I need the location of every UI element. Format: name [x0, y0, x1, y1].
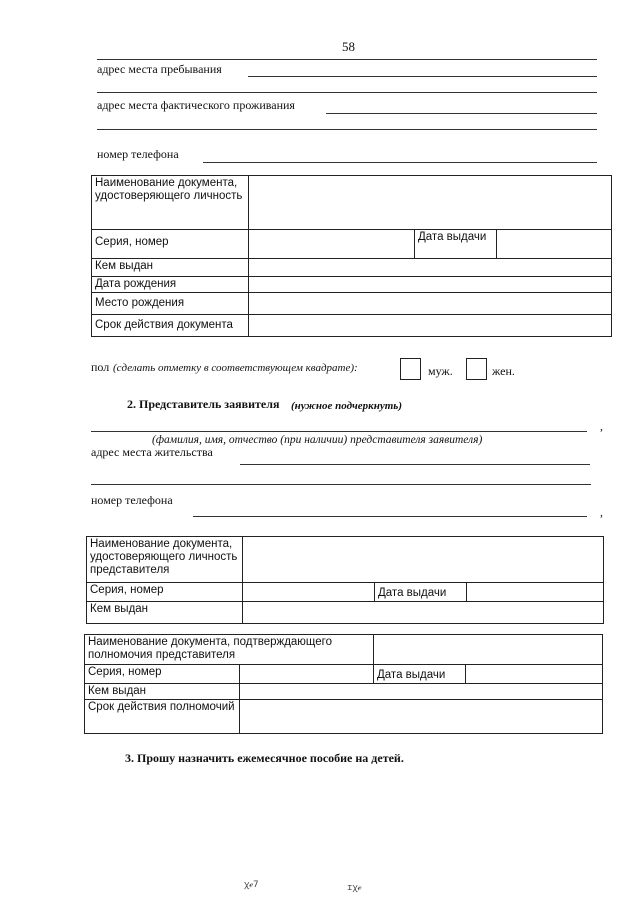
authority-validity-value[interactable] — [240, 700, 603, 734]
id-birth-place-label: Место рождения — [92, 293, 249, 315]
rep-id-doc-name-value[interactable] — [243, 537, 604, 583]
rep-id-issued-by-value[interactable] — [243, 602, 604, 624]
id-issued-by-label: Кем выдан — [92, 259, 249, 277]
male-label: муж. — [428, 364, 453, 378]
actual-address-field[interactable] — [326, 113, 597, 114]
female-label: жен. — [492, 364, 515, 378]
id-birth-date-label: Дата рождения — [92, 277, 249, 293]
representative-heading: 2. Представитель заявителя — [127, 397, 280, 411]
id-issue-date-label: Дата выдачи — [415, 230, 497, 259]
id-series-value[interactable] — [249, 230, 415, 259]
authority-issued-by-value[interactable] — [240, 684, 603, 700]
representative-residence-field-2[interactable] — [91, 484, 591, 485]
authority-series-label: Серия, номер — [85, 665, 240, 684]
rep-id-series-value[interactable] — [243, 583, 375, 602]
representative-name-comma: , — [600, 419, 603, 433]
authority-doc-name-value[interactable] — [374, 635, 603, 665]
section3-text: 3. Прошу назначить ежемесячное пособие на детей. — [125, 751, 404, 765]
stay-address-field-2[interactable] — [97, 92, 597, 93]
rep-id-series-label: Серия, номер — [87, 583, 243, 602]
authority-doc-name-label: Наименование документа, подтверждающего полномочия представителя — [85, 635, 374, 665]
representative-phone-field[interactable] — [193, 516, 587, 517]
id-doc-name-value[interactable] — [249, 176, 612, 230]
id-series-label: Серия, номер — [92, 230, 249, 259]
id-validity-value[interactable] — [249, 315, 612, 337]
footer-mark-right: ɪꭓℯ — [347, 883, 362, 893]
representative-phone-comma: , — [600, 505, 603, 519]
phone-field[interactable] — [203, 162, 597, 163]
authority-series-value[interactable] — [240, 665, 374, 684]
sex-hint: (сделать отметку в соответствующем квадрате): — [113, 362, 358, 374]
stay-address-field[interactable] — [248, 76, 597, 77]
rep-id-issue-date-value[interactable] — [467, 583, 604, 602]
actual-address-label: адрес места фактического проживания — [97, 98, 295, 112]
id-issued-by-value[interactable] — [249, 259, 612, 277]
female-checkbox[interactable] — [466, 358, 487, 380]
phone-label: номер телефона — [97, 147, 179, 161]
page-number: 58 — [342, 39, 355, 54]
representative-residence-label: адрес места жительства — [91, 445, 213, 459]
authority-issue-date-value[interactable] — [466, 665, 603, 684]
top-rule — [97, 59, 597, 60]
rep-id-issued-by-label: Кем выдан — [87, 602, 243, 624]
id-birth-place-value[interactable] — [249, 293, 612, 315]
authority-table — [84, 634, 603, 734]
representative-heading-hint: (нужное подчеркнуть) — [291, 400, 402, 412]
id-issue-date-value[interactable] — [497, 230, 612, 259]
representative-name-field[interactable] — [91, 431, 587, 432]
representative-phone-label: номер телефона — [91, 493, 173, 507]
authority-issue-date-label: Дата выдачи — [374, 665, 466, 684]
representative-name-caption: (фамилия, имя, отчество (при наличии) представителя заявителя) — [152, 434, 483, 446]
sex-label: пол — [91, 360, 110, 374]
rep-id-doc-name-label: Наименование документа, удостоверяющего личность представителя — [87, 537, 243, 583]
stay-address-label: адрес места пребывания — [97, 62, 222, 76]
id-doc-name-label: Наименование документа, удостоверяющего личность — [92, 176, 249, 230]
representative-id-table — [86, 536, 604, 624]
authority-issued-by-label: Кем выдан — [85, 684, 240, 700]
rep-id-issue-date-label: Дата выдачи — [375, 583, 467, 602]
actual-address-field-2[interactable] — [97, 129, 597, 130]
id-birth-date-value[interactable] — [249, 277, 612, 293]
id-validity-label: Срок действия документа — [92, 315, 249, 337]
applicant-id-table — [91, 175, 612, 337]
footer-mark-left: ꭓℯ7 — [244, 880, 259, 890]
male-checkbox[interactable] — [400, 358, 421, 380]
authority-validity-label: Срок действия полномочий — [85, 700, 240, 734]
representative-residence-field[interactable] — [240, 464, 590, 465]
